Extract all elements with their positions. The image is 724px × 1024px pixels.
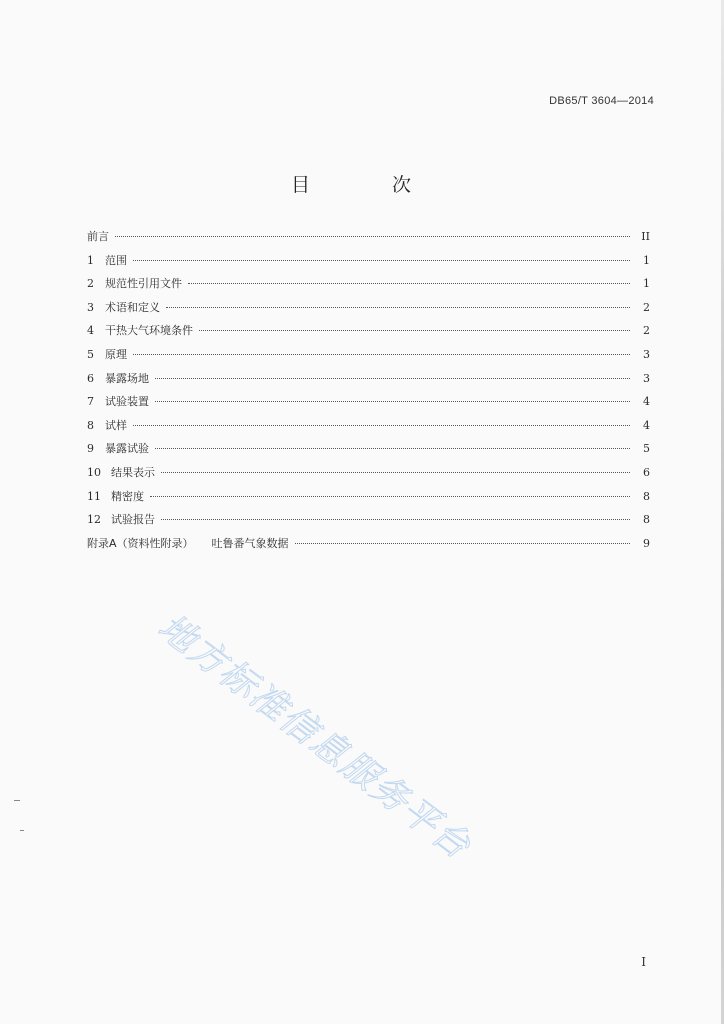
toc-entry-page: 9 (643, 536, 650, 550)
table-of-contents (87, 230, 650, 560)
toc-entry-number: 10 (87, 465, 101, 479)
toc-entry-label: 范围 (105, 253, 127, 267)
toc-entry-number: 2 (87, 277, 94, 291)
toc-entry-number: 4 (87, 324, 94, 338)
toc-entry-11[interactable] (87, 490, 650, 514)
toc-entry-number: 1 (87, 253, 94, 267)
standard-number: DB65/T 3604—2014 (549, 95, 654, 107)
toc-entry-label: 术语和定义 (105, 300, 160, 314)
leader-dots (150, 496, 630, 497)
scan-artifact (20, 830, 24, 831)
toc-title: 目 次 (290, 174, 450, 196)
toc-entry-page: 3 (643, 347, 650, 361)
toc-entry-page: 3 (643, 371, 650, 385)
watermark: 地方标准信息服务平台 (150, 606, 479, 868)
toc-entry-preface[interactable] (87, 230, 650, 254)
leader-dots (133, 260, 630, 261)
leader-dots (155, 378, 630, 379)
toc-entry-number: 5 (87, 347, 94, 361)
leader-dots (155, 448, 630, 449)
leader-dots (161, 472, 630, 473)
toc-entry-label: 暴露场地 (105, 371, 149, 385)
toc-entry-label: 精密度 (111, 489, 144, 503)
leader-dots (115, 236, 630, 237)
leader-dots (188, 283, 630, 284)
toc-entry-number: 7 (87, 395, 94, 409)
leader-dots (133, 425, 630, 426)
toc-entry-label: 干热大气环境条件 (105, 324, 193, 338)
toc-entry-page: 8 (643, 513, 650, 527)
toc-entry-3[interactable] (87, 301, 650, 325)
toc-entry-label: 前言 (87, 230, 109, 243)
toc-entry-12[interactable] (87, 513, 650, 537)
toc-entry-label: 试验报告 (111, 513, 155, 527)
toc-entry-sublabel: 吐鲁番气象数据 (211, 536, 289, 550)
leader-dots (295, 543, 630, 544)
toc-entry-label: 结果表示 (111, 465, 155, 479)
toc-entry-4[interactable] (87, 324, 650, 348)
toc-entry-6[interactable] (87, 372, 650, 396)
toc-entry-label: 暴露试验 (105, 442, 149, 456)
toc-entry-page: II (641, 230, 650, 243)
leader-dots (161, 519, 630, 520)
toc-entry-8[interactable] (87, 419, 650, 443)
toc-entry-page: 1 (643, 253, 650, 267)
toc-entry-number: 11 (87, 489, 101, 503)
toc-entry-2[interactable] (87, 277, 650, 301)
toc-entry-9[interactable] (87, 442, 650, 466)
scan-artifact (14, 800, 20, 801)
page-number: I (641, 955, 646, 969)
toc-entry-label: 附录A（资料性附录） (87, 536, 194, 550)
toc-entry-1[interactable] (87, 254, 650, 278)
toc-entry-page: 4 (643, 418, 650, 432)
toc-entry-label: 试样 (105, 418, 127, 432)
leader-dots (133, 354, 630, 355)
toc-entry-page: 2 (643, 324, 650, 338)
toc-entry-7[interactable] (87, 395, 650, 419)
leader-dots (166, 307, 630, 308)
toc-entry-label: 原理 (105, 347, 127, 361)
toc-entry-label: 试验装置 (105, 395, 149, 409)
toc-entry-10[interactable] (87, 466, 650, 490)
toc-entry-page: 6 (643, 465, 650, 479)
toc-entry-page: 8 (643, 489, 650, 503)
toc-entry-appendix-a[interactable] (87, 537, 650, 561)
leader-dots (155, 401, 630, 402)
toc-entry-page: 2 (643, 300, 650, 314)
toc-entry-page: 4 (643, 395, 650, 409)
toc-entry-number: 9 (87, 442, 94, 456)
leader-dots (199, 330, 630, 331)
toc-entry-label: 规范性引用文件 (105, 277, 182, 291)
toc-entry-number: 6 (87, 371, 94, 385)
toc-entry-page: 1 (643, 277, 650, 291)
toc-entry-number: 12 (87, 513, 101, 527)
toc-entry-page: 5 (643, 442, 650, 456)
toc-entry-5[interactable] (87, 348, 650, 372)
toc-entry-number: 3 (87, 300, 94, 314)
toc-entry-number: 8 (87, 418, 94, 432)
